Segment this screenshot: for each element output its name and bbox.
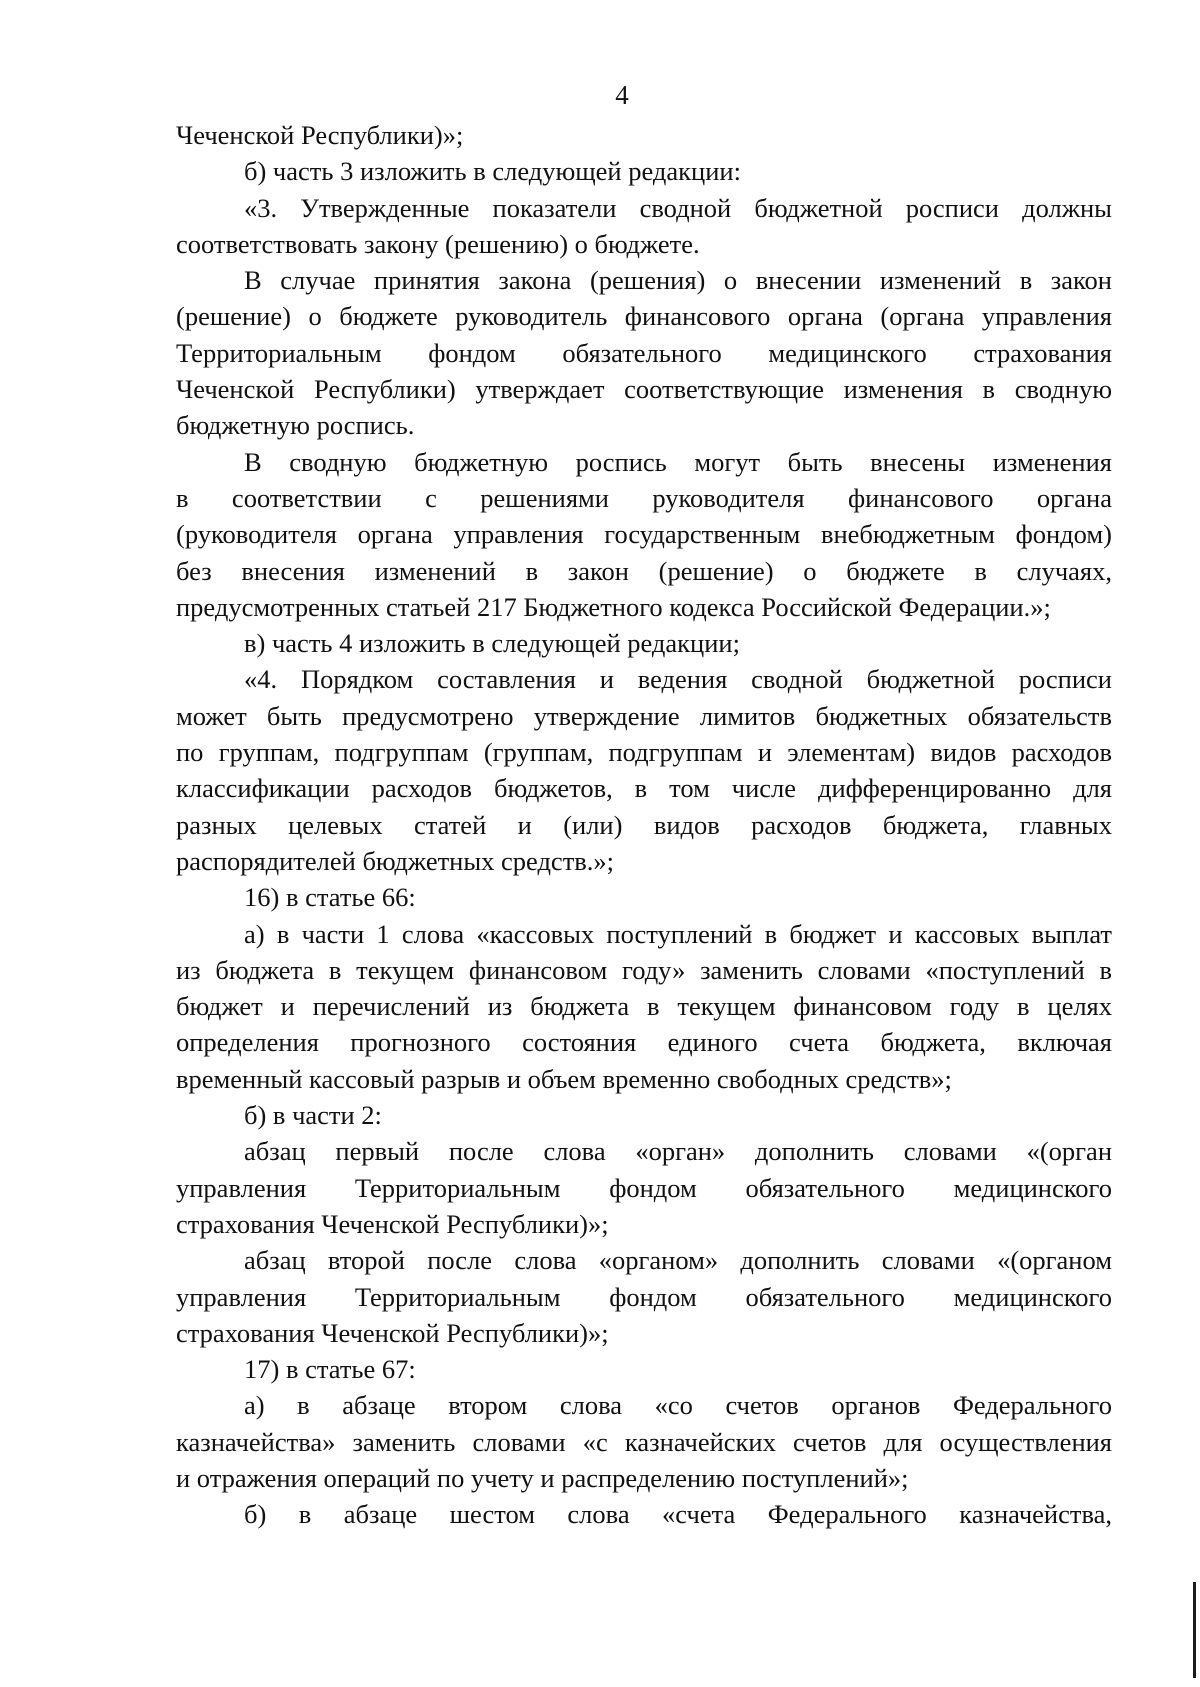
scan-edge-mark bbox=[1193, 1582, 1196, 1678]
text-line: в соответствии с решениями руководителя финансового органа bbox=[176, 482, 1112, 513]
text-line: по группам, подгруппам (группам, подгруппам и элементам) видов расходов bbox=[176, 737, 1112, 768]
text-line: и отражения операций по учету и распределению поступлений»; bbox=[176, 1462, 909, 1493]
text-line: В случае принятия закона (решения) о внесении изменений в закон bbox=[244, 265, 1112, 296]
text-line: «3. Утвержденные показатели сводной бюджетной росписи должны bbox=[244, 192, 1112, 223]
text-line: (решение) о бюджете руководитель финансового органа (органа управления bbox=[176, 301, 1112, 332]
text-line: Чеченской Республики) утверждает соответствующие изменения в сводную bbox=[176, 374, 1112, 405]
text-line: разных целевых статей и (или) видов расходов бюджета, главных bbox=[176, 809, 1112, 840]
text-line: 17) в статье 67: bbox=[244, 1354, 416, 1385]
text-line: из бюджета в текущем финансовом году» заменить словами «поступлений в bbox=[176, 954, 1112, 985]
text-line: «4. Порядком составления и ведения сводной бюджетной росписи bbox=[244, 664, 1112, 695]
text-line: Территориальным фондом обязательного медицинского страхования bbox=[176, 337, 1112, 368]
text-line: управления Территориальным фондом обязательного медицинского bbox=[176, 1172, 1112, 1203]
text-line: классификации расходов бюджетов, в том числе дифференцированно для bbox=[176, 773, 1112, 804]
text-line: б) часть 3 изложить в следующей редакции: bbox=[244, 156, 741, 187]
text-line: может быть предусмотрено утверждение лимитов бюджетных обязательств bbox=[176, 700, 1112, 731]
text-line: бюджет и перечислений из бюджета в текущем финансовом году в целях bbox=[176, 991, 1112, 1022]
text-line: определения прогнозного состояния единого счета бюджета, включая bbox=[176, 1027, 1112, 1058]
text-line: управления Территориальным фондом обязательного медицинского bbox=[176, 1281, 1112, 1312]
text-line: без внесения изменений в закон (решение) о бюджете в случаях, bbox=[176, 555, 1112, 586]
document-body bbox=[176, 117, 1112, 1533]
text-line: временный кассовый разрыв и объем временно свободных средств»; bbox=[176, 1063, 952, 1094]
page-number: 4 bbox=[615, 80, 629, 110]
text-line: соответствовать закону (решению) о бюджете. bbox=[176, 228, 700, 259]
text-line: предусмотренных статьей 217 Бюджетного кодекса Российской Федерации.»; bbox=[176, 591, 1051, 622]
text-line: абзац первый после слова «орган» дополнить словами «(орган bbox=[244, 1136, 1112, 1167]
text-line: (руководителя органа управления государственным внебюджетным фондом) bbox=[176, 519, 1112, 550]
text-line: а) в части 1 слова «кассовых поступлений в бюджет и кассовых выплат bbox=[244, 918, 1112, 949]
text-line: абзац второй после слова «органом» дополнить словами «(органом bbox=[244, 1245, 1112, 1276]
text-line: В сводную бюджетную роспись могут быть внесены изменения bbox=[244, 446, 1112, 477]
text-line: казначейства» заменить словами «с казначейских счетов для осуществления bbox=[176, 1426, 1112, 1457]
text-line: а) в абзаце втором слова «со счетов органов Федерального bbox=[244, 1390, 1112, 1421]
text-line: б) в абзаце шестом слова «счета Федерального казначейства, bbox=[244, 1499, 1112, 1530]
text-line: 16) в статье 66: bbox=[244, 882, 416, 913]
text-line: бюджетную роспись. bbox=[176, 410, 415, 441]
text-line: в) часть 4 изложить в следующей редакции; bbox=[244, 628, 740, 659]
text-line: страхования Чеченской Республики)»; bbox=[176, 1208, 609, 1239]
text-line: распорядителей бюджетных средств.»; bbox=[176, 845, 615, 876]
text-line: Чеченской Республики)»; bbox=[176, 120, 464, 150]
text-line: страхования Чеченской Республики)»; bbox=[176, 1317, 609, 1348]
text-line: б) в части 2: bbox=[244, 1100, 382, 1131]
